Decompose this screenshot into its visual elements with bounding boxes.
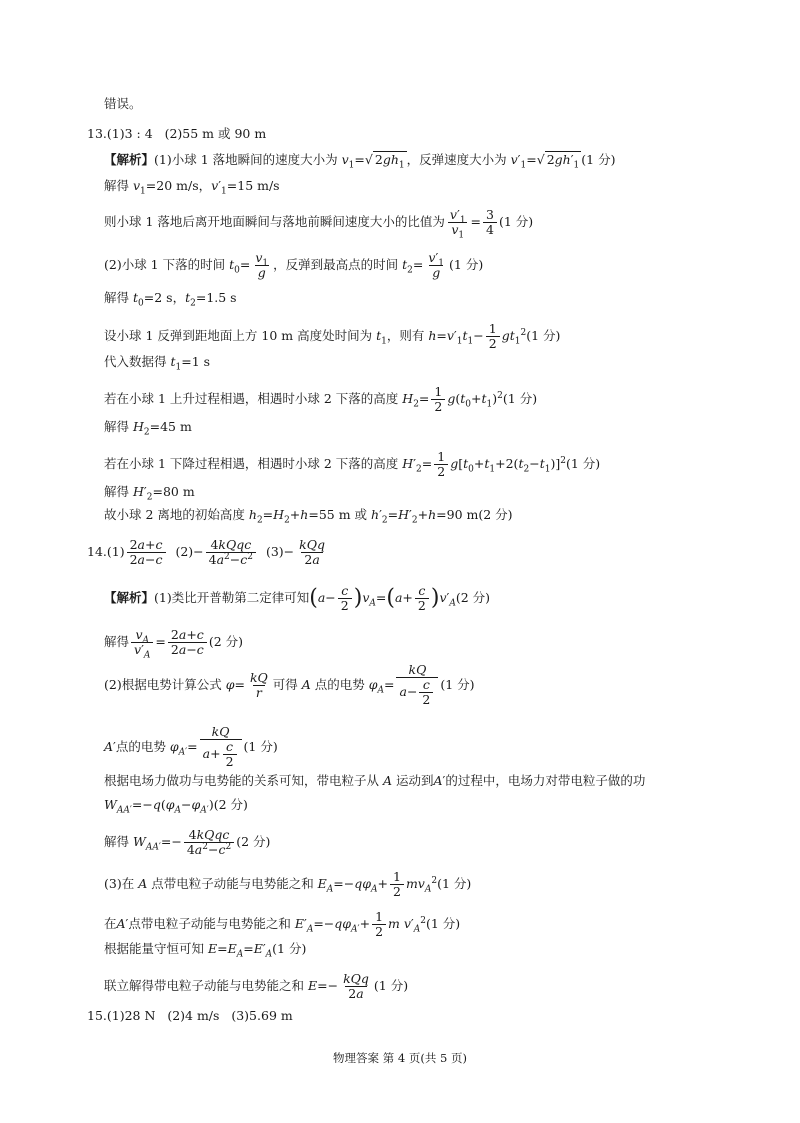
text-line: 解得 $\frac{v_A}{v'_A}$ = $\frac{2a+c}{2a-c}$ (2 分) (104, 627, 243, 661)
text-line: (3)在 A 点带电粒子动能与电势能之和 $E_A=-q\varphi_A+$ $\frac{1}{2}$ $mv_A^2(1$ 分) (104, 869, 472, 899)
analysis-13-line: 【解析】(1)小球 1 落地瞬间的速度大小为 $v_1=√$ $2gh_1$ ，反弹速度大小为 $v'_1=√$ $2gh'_1$ (1 分) (104, 152, 616, 171)
text-line: (2)根据电势计算公式 φ= $\frac{kQ}{r}$ 可得 A 点的电势 $\varphi_A=$ kQ a− $\frac{c}{2}$ (1 分) (104, 662, 475, 707)
answer-14: 14.(1) $\frac{2a+c}{2a-c}$ (2)− $\frac{\text{4kQqc}}{4a^2-c^2}$ (3)− $\frac{\text{kQq}}{2a}$ (87, 537, 325, 567)
text-line: 若在小球 1 上升过程相遇，相遇时小球 2 下落的高度 $H_2=$ $\frac{1}{2}$ $g(t_0+t_1)^2(1$ 分) (104, 384, 538, 414)
text-line: 在A′点带电粒子动能与电势能之和 $E'_A=-q\varphi_{A'}+$ $\frac{1}{2}$ m $v'_A^2(1$ 分) (104, 909, 461, 939)
text-line: 若在小球 1 下降过程相遇，相遇时小球 2 下落的高度 $H'_2=$ $\frac{1}{2}$ $g[t_0+t_1+2(t_2-t_1)]^2(1$ 分) (104, 449, 601, 479)
text-line: A′点的电势 $\varphi_{A'}=$ kQ a+ $\frac{c}{2}$ (1 分) (104, 724, 278, 769)
text-line: 根据能量守恒可知 $E=E_A=E'_A(1$ 分) (104, 941, 307, 960)
text-line: 联立解得带电粒子动能与电势能之和 E=− $\frac{\text{kQq}}{2a}$ (1 分) (104, 971, 409, 1001)
text-line: $W_{AA'}=-q(\varphi_A-\varphi_{A'})(2$ 分) (104, 797, 248, 816)
text-line: 故小球 2 离地的初始高度 $h_2=H_2+h=55$ m 或 $h'_2=H'_2+h=90$ m(2 分) (104, 507, 513, 526)
text-line: 解得 $H'_2=80$ m (104, 484, 195, 503)
text-line: 解得 $t_0=2$ s，$t_2=1.5$ s (104, 290, 237, 309)
text-line: (2)小球 1 下落的时间 $t_0=$ $\frac{v_1}{g}$ ，反弹到最高点的时间 $t_2=$ $\frac{v'_1}{g}$ (1 分) (104, 250, 484, 280)
text-line: 设小球 1 反弹到距地面上方 10 m 高度处时间为 $t_1$，则有 $h=v'_1t_1-$ $\frac{1}{2}$ $gt_1^2(1$ 分) (104, 321, 561, 351)
text-line: 根据电场力做功与电势能的关系可知，带电粒子从 A 运动到A′的过程中，电场力对带电粒子做的功 (104, 773, 646, 788)
text-line: 解得 $v_1=20$ m/s，$v'_1=15$ m/s (104, 178, 280, 197)
text-line: 则小球 1 落地后离开地面瞬间与落地前瞬间速度大小的比值为 $\frac{v'_1}{v_1}$ = $\frac{3}{4}$ (1 分) (104, 207, 534, 241)
page-footer: 物理答案 第 4 页(共 5 页) (333, 1051, 467, 1065)
text-line: 解得 $W_{AA'}=-$ $\frac{\text{4kQqc}}{4a^2-c^2}$ (2 分) (104, 827, 271, 857)
answer-13: 13.(1)3 : 4 (2)55 m 或 90 m (87, 126, 267, 141)
analysis-14-line: 【解析】(1)类比开普勒第二定律可知(a− $\frac{c}{2}$ )$v_A=(a+$ $\frac{c}{2}$ )$v'_A(2$ 分) (104, 583, 491, 613)
text-line: 代入数据得 $t_1=1$ s (104, 354, 211, 373)
answer-15: 15.(1)28 N (2)4 m/s (3)5.69 m (87, 1008, 293, 1023)
text-line: 错误。 (104, 96, 142, 111)
text-line: 解得 $H_2=45$ m (104, 419, 192, 438)
